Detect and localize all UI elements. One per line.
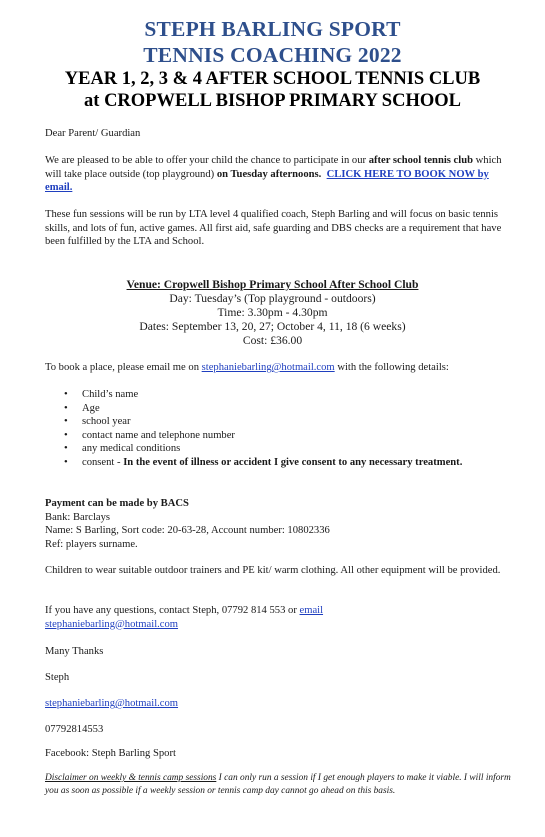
signature-email-link[interactable]: stephaniebarling@hotmail.com (45, 698, 179, 709)
session-details (30, 278, 515, 348)
time-line: Time: 3.30pm - 4.30pm (217, 306, 328, 319)
bullet-icon: • (64, 402, 68, 414)
booking-prefix: To book a place, please email me on (45, 362, 202, 373)
details-list (64, 388, 504, 470)
intro-paragraph (45, 154, 515, 195)
intro-bold-1: after school tennis club (368, 155, 473, 166)
payment-bank: Bank: Barclays (45, 511, 111, 523)
intro-bold-2: on Tuesday afternoons. (216, 168, 322, 180)
list-item: • Age (64, 402, 100, 414)
payment-title: Payment can be made by BACS (45, 498, 189, 509)
bullet-icon: • (64, 389, 68, 400)
sessions-paragraph: These fun sessions will be run by LTA level 4 qualified coach, Steph Barling and will focus on basic tennis skills, and lots of fun, active games. All first aid, safe guarding and DBS checks are a requirement that have been fulfilled by the LTA and School. (45, 209, 502, 248)
bullet-icon: • (64, 443, 68, 455)
intro-text-2: which will take place outside (top playground) (45, 155, 502, 180)
intro-text-1: We are pleased to be able to offer your child the chance to participate in our (45, 155, 369, 166)
list-item: • school year (64, 416, 131, 428)
dates-line: Dates: September 13, 20, 27; October 4, 11, 18 (6 weeks) (139, 320, 406, 333)
bullet-icon: • (64, 456, 68, 468)
signature-phone: 07792814553 (45, 724, 104, 735)
day-line: Day: Tuesday’s (Top playground - outdoors) (169, 292, 376, 305)
cost-line: Cost: £36.00 (242, 334, 303, 347)
booking-email-link[interactable]: stephaniebarling@hotmail.com (201, 362, 335, 373)
signature-email (45, 697, 515, 711)
booking-instructions (45, 361, 515, 375)
payment-ref: Ref: players surname. (45, 538, 138, 550)
questions-email-link[interactable]: email (299, 605, 324, 616)
questions-paragraph (45, 604, 515, 631)
bullet-icon: • (64, 429, 68, 441)
booking-suffix: with the following details: (334, 362, 449, 373)
header-line-1: STEPH BARLING SPORT (144, 17, 401, 41)
disclaimer-heading: Disclaimer on weekly & tennis camp sessions (45, 773, 217, 783)
questions-email-address-link[interactable]: stephaniebarling@hotmail.com (45, 618, 179, 630)
list-item: • contact name and telephone number (64, 429, 235, 441)
header-line-3: YEAR 1, 2, 3 & 4 AFTER SCHOOL TENNIS CLUB (64, 69, 481, 89)
payment-account: Name: S Barling, Sort code: 20-63-28, Account number: 10802336 (45, 525, 330, 537)
header-line-4: at CROPWELL BISHOP PRIMARY SCHOOL (84, 91, 461, 111)
many-thanks: Many Thanks (45, 646, 104, 657)
signature-name: Steph (45, 672, 70, 683)
list-item: • Child’s name (64, 389, 139, 400)
book-now-link[interactable]: CLICK HERE TO BOOK NOW by email. (45, 168, 489, 194)
bullet-icon: • (64, 416, 68, 428)
disclaimer (45, 772, 515, 798)
list-item: • consent - In the event of illness or accident I give consent to any necessary treatment. (64, 456, 463, 468)
clothing-paragraph: Children to wear suitable outdoor trainers and PE kit/ warm clothing. All other equipment will be provided. (45, 565, 501, 576)
questions-prefix: If you have any questions, contact Steph, 07792 814 553 or (45, 605, 300, 616)
disclaimer-text: I can only run a session if I get enough players to make it viable. I will inform you as soon as possible if a weekly session or tennis camp day cannot go ahead on this basis. (45, 773, 511, 796)
venue-line: Venue: Cropwell Bishop Primary School After School Club (126, 278, 419, 291)
payment-block (45, 497, 515, 551)
greeting: Dear Parent/ Guardian (45, 128, 141, 139)
header-line-2: TENNIS COACHING 2022 (143, 43, 402, 67)
signature-facebook: Facebook: Steph Barling Sport (45, 748, 176, 759)
letter-header (0, 16, 545, 112)
list-item: • any medical conditions (64, 443, 181, 455)
